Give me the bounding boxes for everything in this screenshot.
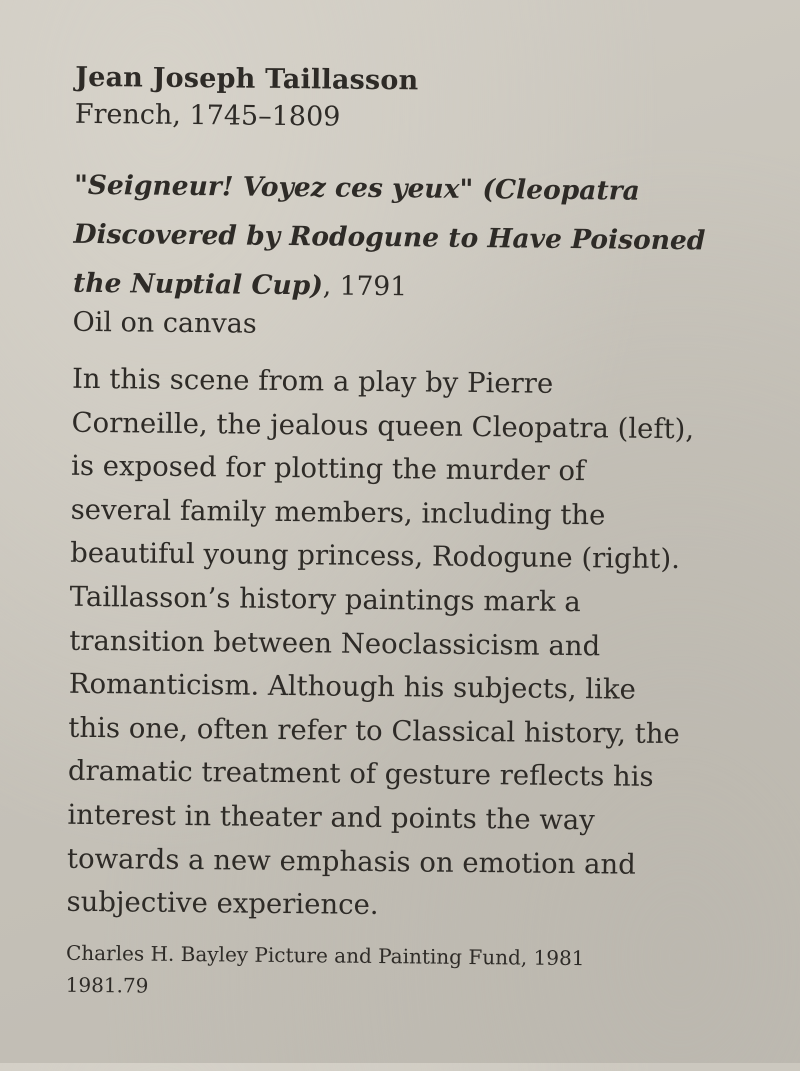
accession-number: 1981.79 xyxy=(65,972,149,998)
description-line: interest in theater and points the way xyxy=(67,798,595,837)
artwork-title-line xyxy=(74,161,758,217)
description-line: dramatic treatment of gesture reflects his xyxy=(67,755,654,794)
description-line: towards a new emphasis on emotion and xyxy=(66,842,637,881)
description-line: transition between Neoclassicism and xyxy=(69,624,601,662)
artwork-title-text: the Nuptial Cup) xyxy=(72,267,323,302)
artwork-title-text: "Seigneur! Voyez ces yeux" (Cleopatra xyxy=(73,169,640,207)
description-line: Corneille, the jealous queen Cleopatra (left), xyxy=(71,406,695,445)
description-line: beautiful young princess, Rodogune (right). xyxy=(70,537,681,576)
description-line: Taillasson’s history paintings mark a xyxy=(69,580,581,619)
description-line: subjective experience. xyxy=(66,885,379,922)
artist-name: Jean Joseph Taillasson xyxy=(75,61,419,97)
description-line: In this scene from a play by Pierre xyxy=(71,362,554,400)
description-line: several family members, including the xyxy=(70,493,606,532)
artwork-title-line xyxy=(73,210,757,266)
artwork-title-text: Discovered by Rodogune to Have Poisoned xyxy=(73,218,706,257)
artwork-date: , 1791 xyxy=(322,270,408,303)
artist-nationality-dates: French, 1745–1809 xyxy=(74,98,341,133)
description-line: is exposed for plotting the murder of xyxy=(70,449,586,488)
artwork-medium: Oil on canvas xyxy=(72,306,257,340)
description-line: Romanticism. Although his subjects, like xyxy=(68,667,637,706)
credit-line-block xyxy=(66,936,751,1007)
artwork-title-block xyxy=(73,161,759,315)
description-line: this one, often refer to Classical history, the xyxy=(68,711,680,750)
credit-fund: Charles H. Bayley Picture and Painting Fund, 1981 xyxy=(65,940,585,970)
description-paragraph xyxy=(66,358,756,932)
